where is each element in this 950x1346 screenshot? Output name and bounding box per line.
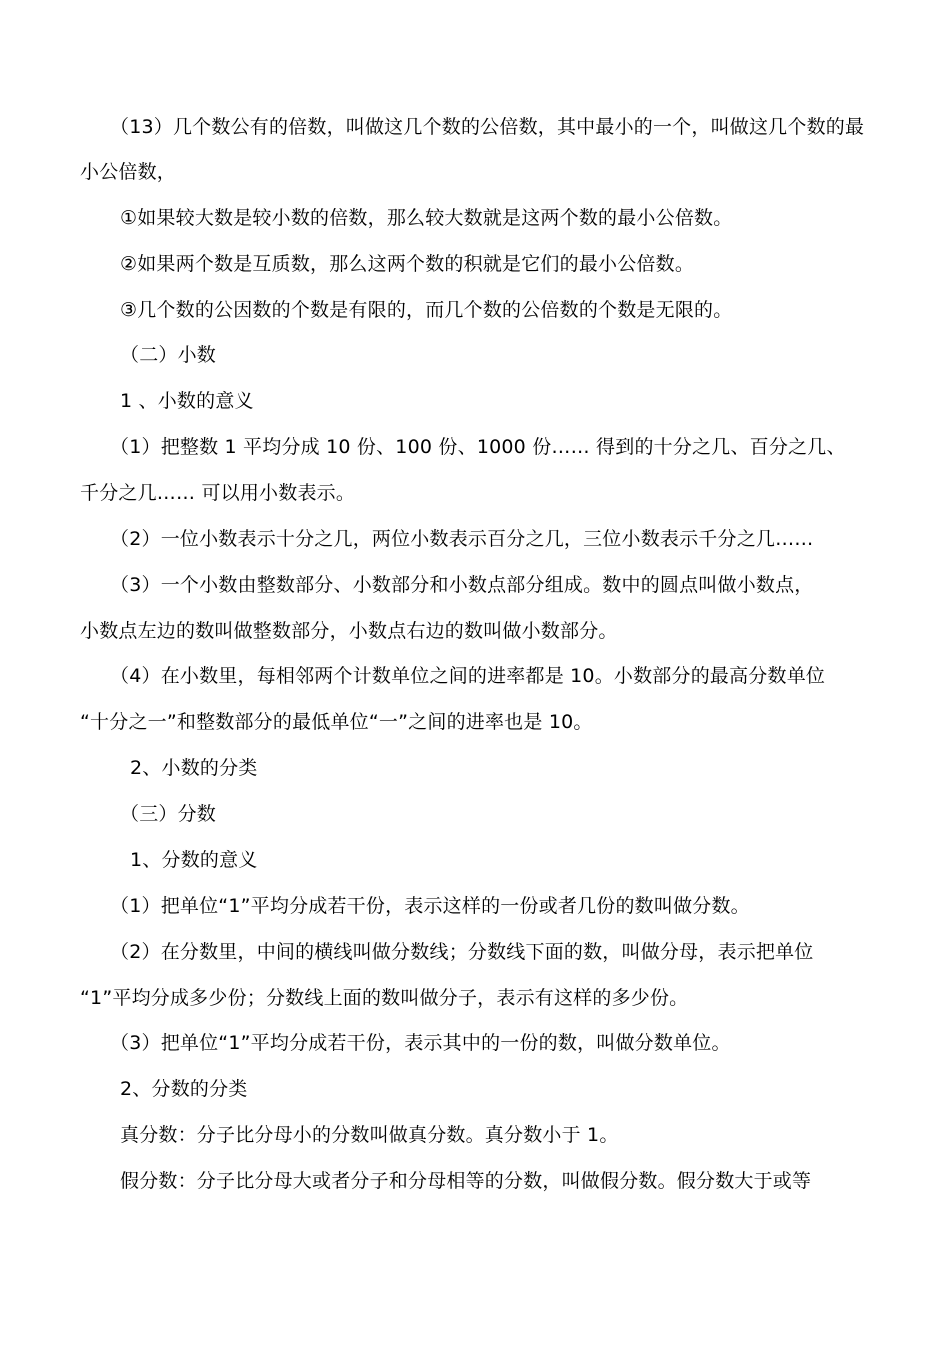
fraction-point-2-line-2: “1”平均分成多少份；分数线上面的数叫做分子，表示有这样的多少份。 <box>80 987 689 1009</box>
fraction-point-3: （3）把单位“1”平均分成若干份，表示其中的一份的数，叫做分数单位。 <box>110 1032 731 1054</box>
decimal-point-1-line-1: （1）把整数 1 平均分成 10 份、100 份、1000 份…… 得到的十分之几、百分之几、 <box>110 436 846 458</box>
lcm-rule-2: ②如果两个数是互质数，那么这两个数的积就是它们的最小公倍数。 <box>120 253 695 275</box>
paragraph-13-line-2: 小公倍数， <box>80 161 177 183</box>
decimal-point-3-line-2: 小数点左边的数叫做整数部分，小数点右边的数叫做小数部分。 <box>80 620 618 642</box>
lcm-rule-3: ③几个数的公因数的个数是有限的，而几个数的公倍数的个数是无限的。 <box>120 299 733 321</box>
section-heading-fractions: （三）分数 <box>120 803 217 825</box>
decimal-point-4-line-1: （4）在小数里，每相邻两个计数单位之间的进率都是 10。小数部分的最高分数单位 <box>110 665 826 687</box>
subheading-decimal-meaning: 1 、小数的意义 <box>120 390 254 412</box>
lcm-rule-1: ①如果较大数是较小数的倍数，那么较大数就是这两个数的最小公倍数。 <box>120 207 733 229</box>
section-heading-decimals: （二）小数 <box>120 344 217 366</box>
improper-fraction-definition: 假分数：分子比分母大或者分子和分母相等的分数，叫做假分数。假分数大于或等 <box>120 1170 812 1192</box>
decimal-point-2: （2）一位小数表示十分之几，两位小数表示百分之几，三位小数表示千分之几…… <box>110 528 814 550</box>
subheading-fraction-classification: 2、分数的分类 <box>120 1078 248 1100</box>
subheading-decimal-classification: 2、小数的分类 <box>130 757 258 779</box>
fraction-point-2-line-1: （2）在分数里，中间的横线叫做分数线；分数线下面的数，叫做分母，表示把单位 <box>110 941 814 963</box>
decimal-point-4-line-2: “十分之一”和整数部分的最低单位“一”之间的进率也是 10。 <box>80 711 593 733</box>
proper-fraction-definition: 真分数：分子比分母小的分数叫做真分数。真分数小于 1。 <box>120 1124 619 1146</box>
decimal-point-1-line-2: 千分之几…… 可以用小数表示。 <box>80 482 356 504</box>
paragraph-13-line-1: （13）几个数公有的倍数，叫做这几个数的公倍数，其中最小的一个，叫做这几个数的最 <box>110 116 865 138</box>
subheading-fraction-meaning: 1、分数的意义 <box>130 849 258 871</box>
fraction-point-1: （1）把单位“1”平均分成若干份，表示这样的一份或者几份的数叫做分数。 <box>110 895 750 917</box>
decimal-point-3-line-1: （3）一个小数由整数部分、小数部分和小数点部分组成。数中的圆点叫做小数点， <box>110 574 814 596</box>
